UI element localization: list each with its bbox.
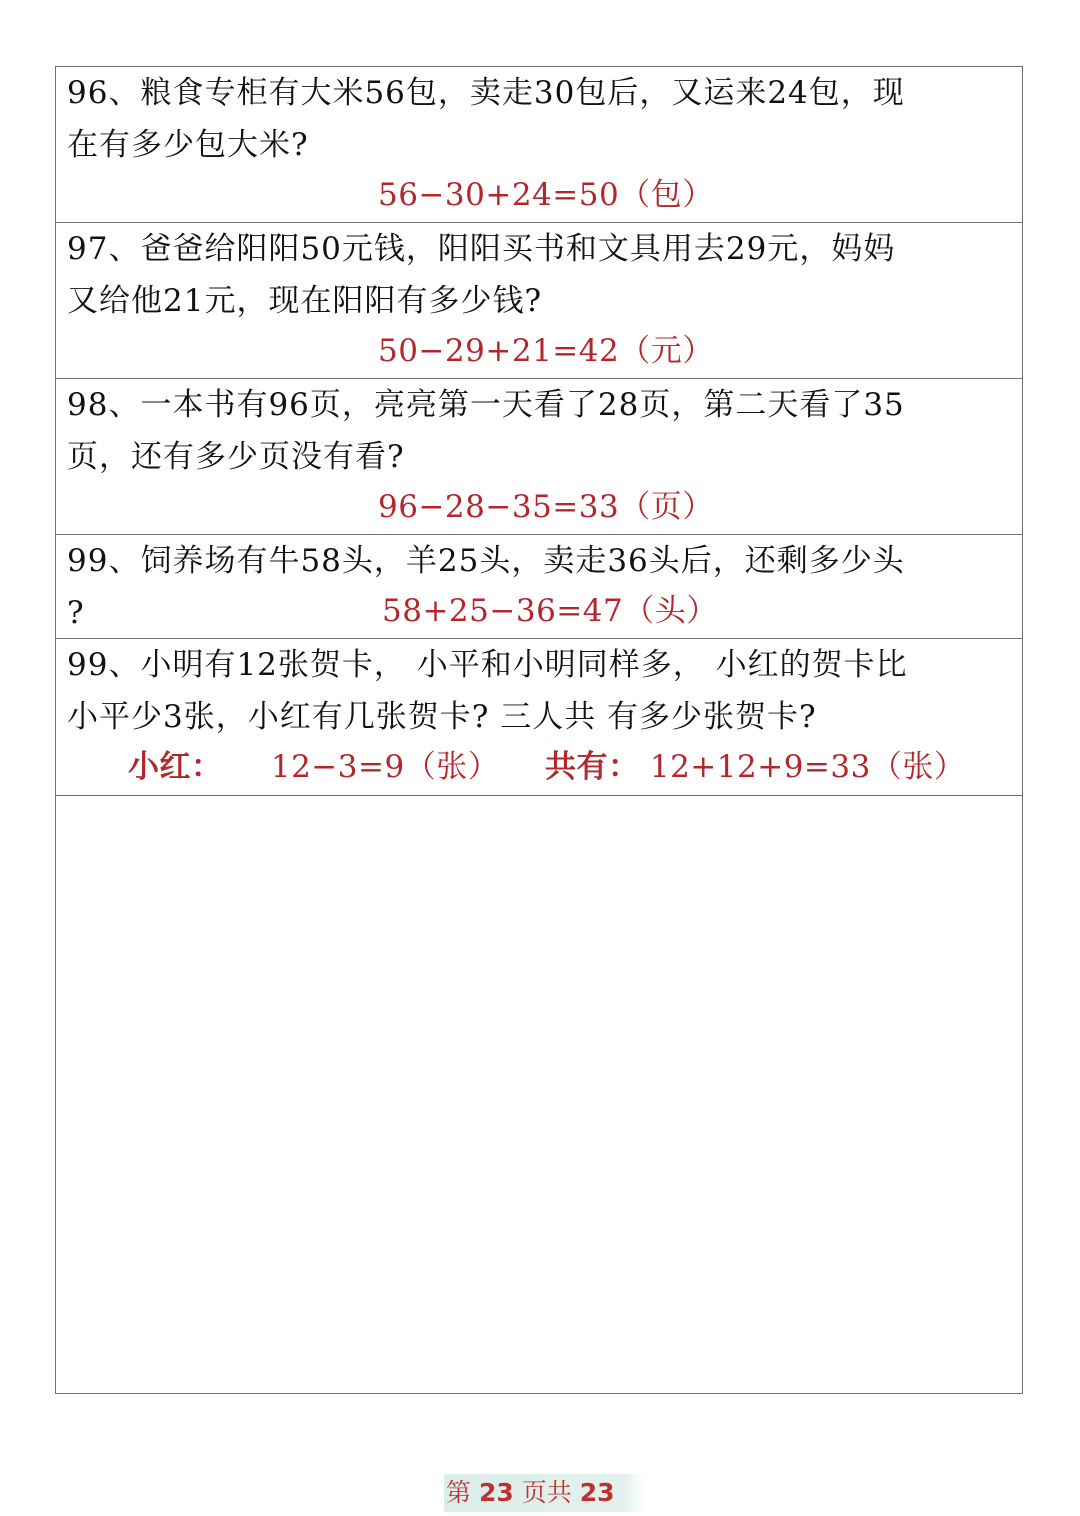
answer-label: 小红： (128, 749, 223, 785)
question-line: 96、粮食专柜有大米56包，卖走30包后，又运来24包，现 (67, 75, 905, 111)
problem-96 (56, 67, 1022, 223)
problem-97 (56, 223, 1022, 379)
answer-total (545, 747, 965, 787)
page-number (446, 1476, 614, 1510)
total-pages: 23 (579, 1478, 615, 1507)
page-prefix: 第 (446, 1478, 472, 1507)
question-line: 在有多少包大米? (67, 127, 309, 163)
question-line: ? (67, 595, 85, 631)
answer: 50−29+21=42（元） (378, 333, 714, 369)
current-page: 23 (478, 1478, 514, 1507)
answer-value: 12+12+9=33（张） (649, 749, 966, 785)
answer-value: 12−3=9（张） (270, 749, 500, 785)
problem-99-b (56, 639, 1022, 796)
answer: 56−30+24=50（包） (378, 177, 714, 213)
problem-98 (56, 379, 1022, 535)
answer: 96−28−35=33（页） (378, 489, 714, 525)
answer-label: 共有： (545, 749, 640, 785)
question-line: 小平少3张，小红有几张贺卡? 三人共 有多少张贺卡? (67, 699, 817, 735)
question-line: 又给他21元，现在阳阳有多少钱? (67, 283, 543, 319)
answer: 58+25−36=47（头） (382, 593, 718, 629)
page-middle: 页共 (521, 1478, 572, 1507)
question-line: 99、小明有12张贺卡， 小平和小明同样多， 小红的贺卡比 (67, 647, 908, 683)
question-line: 99、饲养场有牛58头，羊25头，卖走36头后，还剩多少头 (67, 543, 905, 579)
question-line: 98、一本书有96页，亮亮第一天看了28页，第二天看了35 (67, 387, 905, 423)
question-line: 97、爸爸给阳阳50元钱，阳阳买书和文具用去29元，妈妈 (67, 231, 896, 267)
problem-99-a (56, 535, 1022, 639)
answer-xiaohong (128, 747, 499, 787)
problem-sheet (55, 66, 1023, 1394)
question-line: 页，还有多少页没有看? (67, 439, 405, 475)
page-footer (444, 1474, 644, 1512)
